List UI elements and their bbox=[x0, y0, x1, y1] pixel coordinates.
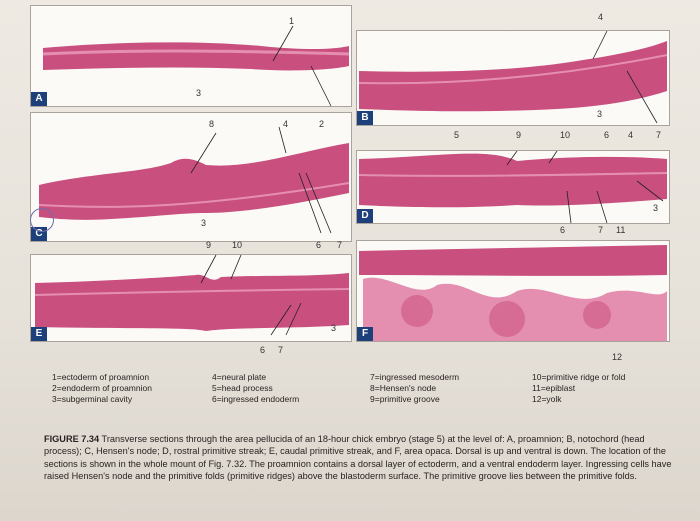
section-panel-b bbox=[356, 30, 670, 126]
tissue-section-d bbox=[357, 151, 669, 223]
figure-label: FIGURE 7.34 bbox=[44, 434, 100, 444]
label-number: 7 bbox=[278, 345, 284, 355]
legend-item: 12=yolk bbox=[532, 394, 562, 404]
legend-item: 4=neural plate bbox=[212, 372, 267, 382]
label-number: 3 bbox=[653, 203, 659, 213]
label-number: 7 bbox=[337, 240, 343, 250]
label-number: 11 bbox=[616, 225, 626, 235]
annotation-circle bbox=[30, 208, 54, 232]
label-number: 3 bbox=[331, 323, 337, 333]
panel-label-c: C bbox=[31, 227, 47, 241]
label-number: 9 bbox=[516, 130, 522, 140]
legend-item: 9=primitive groove bbox=[370, 394, 440, 404]
label-number: 4 bbox=[598, 12, 604, 22]
label-number: 5 bbox=[454, 130, 460, 140]
legend-item: 7=ingressed mesoderm bbox=[370, 372, 460, 382]
tissue-section-a bbox=[31, 6, 351, 106]
tissue-section-c bbox=[31, 113, 351, 241]
label-number: 10 bbox=[232, 240, 243, 250]
label-number: 1 bbox=[289, 16, 295, 26]
legend-item: 5=head process bbox=[212, 383, 273, 393]
section-panel-c bbox=[30, 112, 352, 242]
legend-column-1 bbox=[52, 372, 152, 405]
tissue-section-b bbox=[357, 31, 669, 125]
label-number: 3 bbox=[201, 218, 207, 228]
label-number: 8 bbox=[209, 119, 215, 129]
label-number: 7 bbox=[598, 225, 604, 235]
legend-column-2 bbox=[212, 372, 299, 405]
legend-item: 2=endoderm of proamnion bbox=[52, 383, 152, 393]
panel-label-e: E bbox=[31, 327, 47, 341]
caption-text: Transverse sections through the area pellucida of an 18-hour chick embryo (stage 5) at the level of: A, proamnion; B, notochord (head process); C, Hensen's node; D, rostral primitive streak; E, caudal primitive streak, and F, area opaca. Dorsal is up and ventral is down. The location of the sections is shown in the whole mount of Fig. 7.32. The proamnion contains a dorsal layer of ectoderm, and a ventral endoderm layer. Ingressing cells have raised Hensen's node and the primitive folds (primitive ridges) above the blastoderm surface. The primitive groove lies between the primitive folds. bbox=[44, 434, 672, 482]
panel-label-a: A bbox=[31, 92, 47, 106]
legend-column-4 bbox=[532, 372, 625, 405]
label-number: 2 bbox=[319, 119, 325, 129]
section-panel-e bbox=[30, 254, 352, 342]
label-number: 10 bbox=[560, 130, 571, 140]
section-panel-f bbox=[356, 240, 670, 342]
section-panel-d bbox=[356, 150, 670, 224]
legend-item: 1=ectoderm of proamnion bbox=[52, 372, 150, 382]
legend-item: 6=ingressed endoderm bbox=[212, 394, 300, 404]
label-number: 4 bbox=[283, 119, 289, 129]
tissue-section-f bbox=[357, 241, 669, 341]
label-number: 6 bbox=[560, 225, 566, 235]
section-panel-a bbox=[30, 5, 352, 107]
legend-item: 11=epiblast bbox=[532, 383, 576, 393]
label-number: 9 bbox=[206, 240, 212, 250]
label-number: 6 bbox=[604, 130, 610, 140]
label-number: 4 bbox=[628, 130, 634, 140]
legend-item: 3=subgerminal cavity bbox=[52, 394, 133, 404]
legend-item: 10=primitive ridge or fold bbox=[532, 372, 626, 382]
panel-label-f: F bbox=[357, 327, 373, 341]
label-number: 7 bbox=[656, 130, 662, 140]
figure-caption bbox=[44, 433, 684, 483]
label-number: 3 bbox=[196, 88, 202, 98]
legend-column-3 bbox=[370, 372, 459, 405]
panel-label-b: B bbox=[357, 111, 373, 125]
panel-label-d: D bbox=[357, 209, 373, 223]
label-number: 6 bbox=[316, 240, 322, 250]
tissue-section-e bbox=[31, 255, 351, 341]
label-number: 3 bbox=[597, 109, 603, 119]
label-number: 12 bbox=[612, 352, 623, 362]
label-number: 6 bbox=[260, 345, 266, 355]
legend-item: 8=Hensen's node bbox=[370, 383, 437, 393]
